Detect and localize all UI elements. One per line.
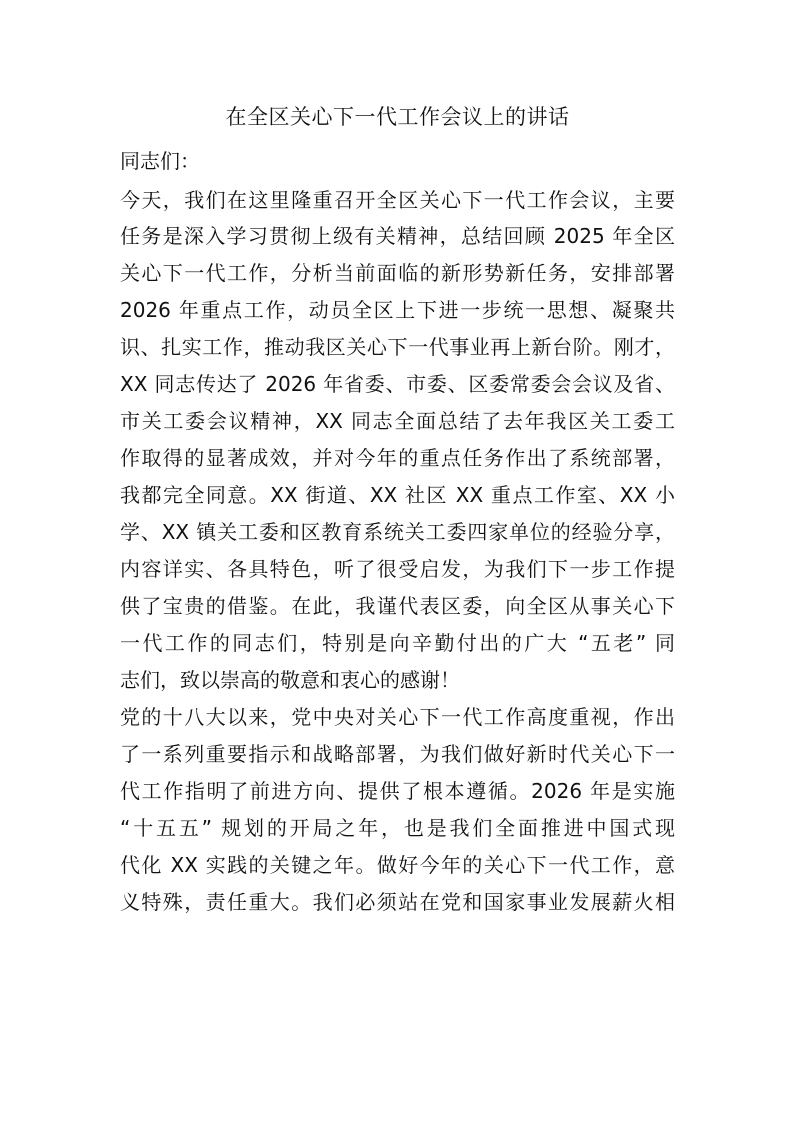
paragraph-line: 了一系列重要指示和战略部署，为我们做好新时代关心下一 [120,742,675,766]
paragraph-line: 市关工委会议精神，XX 同志全面总结了去年我区关工委工 [120,409,675,433]
paragraph-line: 内容详实、各具特色，听了很受启发，为我们下一步工作提 [120,557,675,581]
paragraph-line: 任务是深入学习贯彻上级有关精神，总结回顾 2025 年全区 [120,224,675,248]
paragraph-line: 作取得的显著成效，并对今年的重点任务作出了系统部署， [120,446,675,470]
paragraph-line: “十五五” 规划的开局之年，也是我们全面推进中国式现 [120,816,675,840]
paragraph-line: 代工作指明了前进方向、提供了根本遵循。2026 年是实施 [120,779,675,803]
document-title: 在全区关心下一代工作会议上的讲话 [225,105,570,129]
paragraph-line: 党的十八大以来，党中央对关心下一代工作高度重视，作出 [120,705,675,729]
paragraph-line: 学、XX 镇关工委和区教育系统关工委四家单位的经验分享， [120,520,675,544]
paragraph-line: XX 同志传达了 2026 年省委、市委、区委常委会会议及省、 [120,372,675,396]
paragraph-line: 我都完全同意。XX 街道、XX 社区 XX 重点工作室、XX 小 [120,483,675,507]
paragraph-line: 一代工作的同志们，特别是向辛勤付出的广大 “五老” 同 [120,631,675,655]
paragraph-line: 志们，致以崇高的敬意和衷心的感谢！ [120,668,460,692]
paragraph-line: 今天，我们在这里隆重召开全区关心下一代工作会议，主要 [120,188,675,212]
paragraph-line: 关心下一代工作，分析当前面临的新形势新任务，安排部署 [120,261,675,285]
paragraph-line: 供了宝贵的借鉴。在此，我谨代表区委，向全区从事关心下 [120,594,675,618]
paragraph-line: 2026 年重点工作，动员全区上下进一步统一思想、凝聚共 [120,298,675,322]
salutation: 同志们： [120,149,200,173]
paragraph-line: 代化 XX 实践的关键之年。做好今年的关心下一代工作，意 [120,853,675,877]
paragraph-line: 识、扎实工作，推动我区关心下一代事业再上新台阶。刚才， [120,335,675,359]
paragraph-line: 义特殊，责任重大。我们必须站在党和国家事业发展薪火相 [120,890,675,914]
